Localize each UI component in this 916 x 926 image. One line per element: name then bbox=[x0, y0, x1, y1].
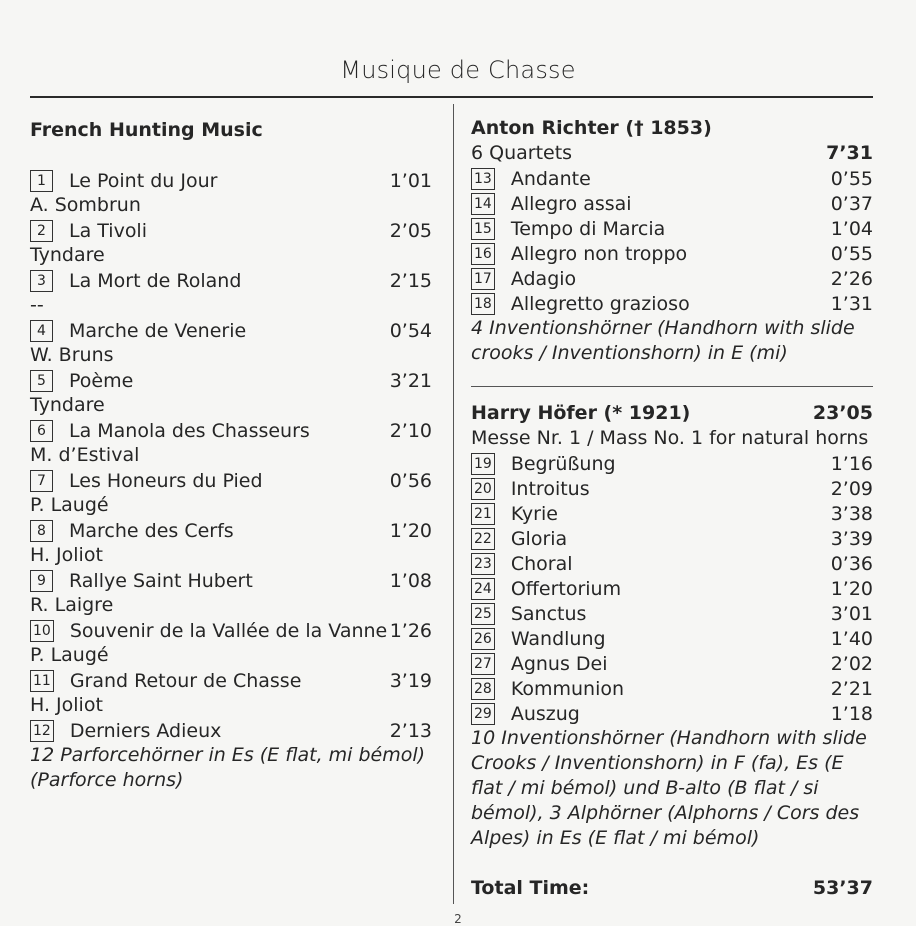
composer-total-time: 23’05 bbox=[812, 402, 873, 424]
track-row bbox=[471, 501, 873, 526]
track-duration: 1’31 bbox=[830, 292, 873, 315]
track-title: Begrüßung bbox=[510, 452, 616, 475]
track-number-box: 8 bbox=[30, 520, 53, 542]
track-duration: 3’38 bbox=[830, 502, 873, 525]
track-number-box: 24 bbox=[471, 578, 495, 600]
page-number: 2 bbox=[454, 912, 462, 926]
track-number-box: 16 bbox=[471, 243, 495, 265]
track-number-box: 9 bbox=[30, 570, 53, 592]
instrument-note: 10 Inventionshörner (Handhorn with slide Crooks / Inventionshorn) in F (fa), Es (E flat / mi bémol) und B-alto (B flat / si bémol), 3 Alphörner (Alphorns / Cors des Alpes) in Es (E flat / mi bémol) bbox=[471, 727, 867, 849]
track-title: Kommunion bbox=[510, 677, 625, 700]
composer-heading-row bbox=[471, 401, 873, 426]
track-title: Gloria bbox=[510, 527, 568, 550]
work-row bbox=[471, 426, 873, 451]
section-heading: French Hunting Music bbox=[30, 119, 263, 141]
track-title: Allegro non troppo bbox=[510, 242, 688, 265]
track-duration: 1’04 bbox=[830, 217, 873, 240]
track-duration: 1’16 bbox=[830, 452, 873, 475]
track-number-box: 25 bbox=[471, 603, 495, 625]
track-row bbox=[471, 451, 873, 476]
track-row bbox=[30, 568, 432, 593]
track-title: Adagio bbox=[510, 267, 577, 290]
track-row bbox=[30, 618, 432, 643]
track-title: Les Honeurs du Pied bbox=[69, 469, 263, 492]
composer-heading: Anton Richter († 1853) bbox=[471, 117, 712, 139]
track-title: Allegretto grazioso bbox=[510, 292, 690, 315]
track-number-box: 2 bbox=[30, 220, 53, 242]
track-number-box: 7 bbox=[30, 470, 53, 492]
work-row bbox=[471, 141, 873, 166]
track-duration: 3’39 bbox=[830, 527, 873, 550]
track-composer: W. Bruns bbox=[30, 344, 114, 366]
track-title: Grand Retour de Chasse bbox=[69, 669, 302, 692]
page-title: Musique de Chasse bbox=[340, 56, 576, 84]
track-duration: 1’08 bbox=[389, 569, 432, 592]
track-title: Sanctus bbox=[510, 602, 587, 625]
total-time-row bbox=[471, 876, 873, 901]
column-divider bbox=[453, 104, 454, 904]
track-row bbox=[471, 651, 873, 676]
track-number-box: 3 bbox=[30, 270, 53, 292]
track-row bbox=[30, 368, 432, 393]
track-number-box: 1 bbox=[30, 170, 53, 192]
track-number-box: 29 bbox=[471, 703, 495, 725]
track-duration: 1’01 bbox=[389, 169, 432, 192]
track-number-box: 13 bbox=[471, 168, 495, 190]
track-title: Auszug bbox=[510, 702, 580, 725]
track-number-box: 28 bbox=[471, 678, 495, 700]
track-title: Tempo di Marcia bbox=[510, 217, 666, 240]
track-title: Offertorium bbox=[510, 577, 622, 600]
track-duration: 0’54 bbox=[389, 319, 432, 342]
track-number-box: 21 bbox=[471, 503, 495, 525]
track-duration: 1’40 bbox=[830, 627, 873, 650]
track-title: Kyrie bbox=[510, 502, 558, 525]
track-title: Introitus bbox=[510, 477, 590, 500]
track-composer: -- bbox=[30, 294, 44, 316]
total-time-label: Total Time: bbox=[471, 877, 590, 899]
track-title: Choral bbox=[510, 552, 573, 575]
track-number-box: 19 bbox=[471, 453, 495, 475]
track-composer: H. Joliot bbox=[30, 544, 103, 566]
track-composer: P. Laugé bbox=[30, 644, 109, 666]
instrument-note: 4 Inventionshörner (Handhorn with slide crooks / Inventionshorn) in E (mi) bbox=[471, 317, 855, 364]
track-row bbox=[30, 218, 432, 243]
right-column bbox=[471, 116, 873, 901]
work-title: 6 Quartets bbox=[471, 142, 573, 164]
track-composer: H. Joliot bbox=[30, 694, 103, 716]
track-number-box: 14 bbox=[471, 193, 495, 215]
top-rule bbox=[30, 96, 873, 98]
track-row bbox=[471, 601, 873, 626]
left-column bbox=[30, 118, 432, 793]
track-number-box: 12 bbox=[30, 720, 54, 742]
track-composer: Tyndare bbox=[30, 244, 105, 266]
track-number-box: 20 bbox=[471, 478, 495, 500]
track-row bbox=[30, 418, 432, 443]
track-duration: 1’18 bbox=[830, 702, 873, 725]
work-time: 7’31 bbox=[826, 142, 873, 164]
track-duration: 1’20 bbox=[389, 519, 432, 542]
track-title: Derniers Adieux bbox=[69, 719, 222, 742]
track-row bbox=[471, 241, 873, 266]
track-row bbox=[30, 318, 432, 343]
track-number-box: 5 bbox=[30, 370, 53, 392]
track-row bbox=[30, 468, 432, 493]
track-row bbox=[471, 216, 873, 241]
track-duration: 0’55 bbox=[830, 167, 873, 190]
track-row bbox=[471, 526, 873, 551]
track-duration: 2’05 bbox=[389, 219, 432, 242]
track-number-box: 18 bbox=[471, 293, 495, 315]
track-row bbox=[471, 676, 873, 701]
track-title: La Mort de Roland bbox=[69, 269, 242, 292]
track-duration: 2’13 bbox=[389, 719, 432, 742]
track-title: Marche des Cerfs bbox=[69, 519, 234, 542]
richter-track-list bbox=[471, 166, 873, 316]
track-row bbox=[471, 576, 873, 601]
track-row bbox=[471, 266, 873, 291]
track-title: Marche de Venerie bbox=[69, 319, 247, 342]
track-row bbox=[471, 701, 873, 726]
track-duration: 0’56 bbox=[389, 469, 432, 492]
track-title: La Tivoli bbox=[69, 219, 147, 242]
track-number-box: 11 bbox=[30, 670, 54, 692]
track-duration: 2’26 bbox=[830, 267, 873, 290]
track-row bbox=[471, 626, 873, 651]
track-title: Andante bbox=[510, 167, 591, 190]
track-duration: 2’10 bbox=[389, 419, 432, 442]
track-duration: 3’19 bbox=[389, 669, 432, 692]
track-duration: 0’37 bbox=[830, 192, 873, 215]
track-composer: R. Laigre bbox=[30, 594, 114, 616]
left-track-list bbox=[30, 168, 432, 743]
section-divider bbox=[471, 386, 873, 387]
track-row bbox=[471, 291, 873, 316]
track-composer: P. Laugé bbox=[30, 494, 109, 516]
track-number-box: 27 bbox=[471, 653, 495, 675]
track-row bbox=[30, 518, 432, 543]
track-duration: 3’01 bbox=[830, 602, 873, 625]
track-number-box: 17 bbox=[471, 268, 495, 290]
track-title: La Manola des Chasseurs bbox=[69, 419, 310, 442]
track-row bbox=[471, 191, 873, 216]
track-title: Allegro assai bbox=[510, 192, 632, 215]
track-duration: 0’55 bbox=[830, 242, 873, 265]
track-title: Poème bbox=[69, 369, 134, 392]
track-title: Rallye Saint Hubert bbox=[69, 569, 253, 592]
track-number-box: 23 bbox=[471, 553, 495, 575]
track-title: Wandlung bbox=[510, 627, 606, 650]
track-duration: 2’09 bbox=[830, 477, 873, 500]
track-duration: 1’20 bbox=[830, 577, 873, 600]
track-duration: 2’15 bbox=[389, 269, 432, 292]
work-title: Messe Nr. 1 / Mass No. 1 for natural horns bbox=[471, 427, 869, 449]
total-time-value: 53’37 bbox=[812, 877, 873, 899]
track-composer: A. Sombrun bbox=[30, 194, 141, 216]
track-number-box: 26 bbox=[471, 628, 495, 650]
track-number-box: 15 bbox=[471, 218, 495, 240]
track-number-box: 22 bbox=[471, 528, 495, 550]
track-composer: Tyndare bbox=[30, 394, 105, 416]
track-duration: 2’21 bbox=[830, 677, 873, 700]
track-number-box: 6 bbox=[30, 420, 53, 442]
track-duration: 1’26 bbox=[389, 619, 432, 642]
track-row bbox=[30, 668, 432, 693]
track-row bbox=[30, 268, 432, 293]
track-row bbox=[471, 476, 873, 501]
track-row bbox=[471, 551, 873, 576]
track-row bbox=[30, 168, 432, 193]
composer-heading: Harry Höfer (* 1921) bbox=[471, 402, 691, 424]
track-duration: 0’36 bbox=[830, 552, 873, 575]
track-row bbox=[471, 166, 873, 191]
track-title: Agnus Dei bbox=[510, 652, 608, 675]
track-title: Le Point du Jour bbox=[69, 169, 218, 192]
track-row bbox=[30, 718, 432, 743]
hofer-track-list bbox=[471, 451, 873, 726]
track-number-box: 4 bbox=[30, 320, 53, 342]
track-composer: M. d’Estival bbox=[30, 444, 140, 466]
track-title: Souvenir de la Vallée de la Vanne bbox=[69, 619, 388, 642]
track-duration: 3’21 bbox=[389, 369, 432, 392]
instrument-note: 12 Parforcehörner in Es (E flat, mi bémol) (Parforce horns) bbox=[30, 744, 426, 791]
track-number-box: 10 bbox=[30, 620, 54, 642]
track-duration: 2’02 bbox=[830, 652, 873, 675]
